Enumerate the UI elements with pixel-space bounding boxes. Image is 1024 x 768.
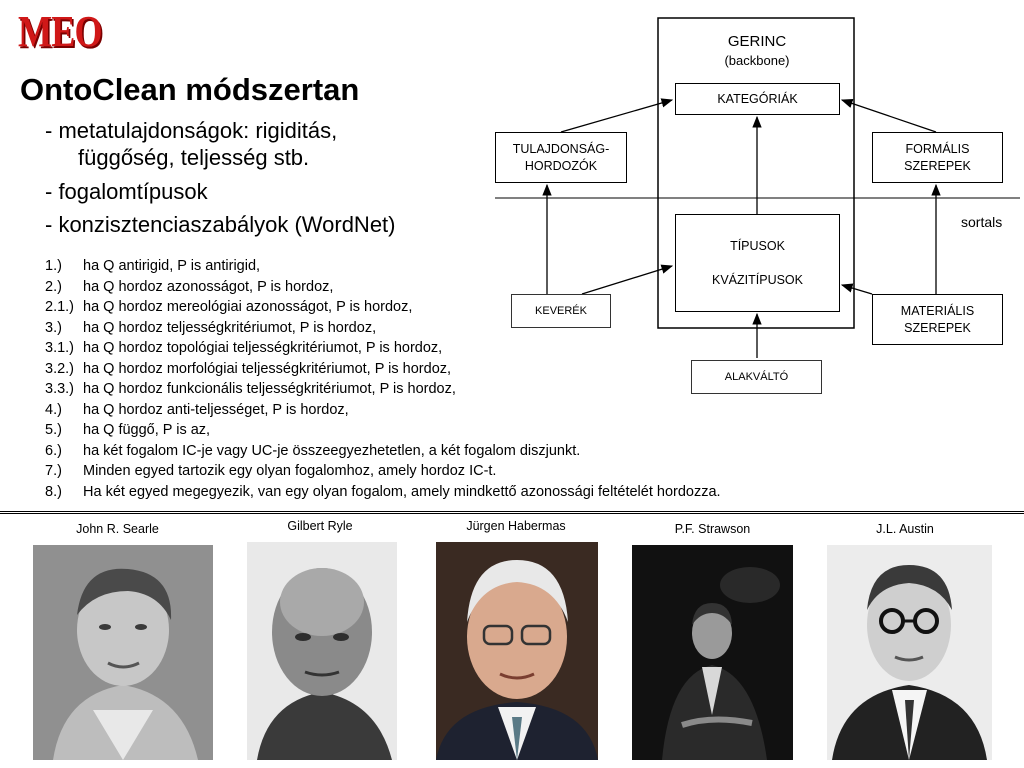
tipusok-box [675,214,840,312]
page-title: OntoClean módszertan [20,72,360,107]
materialis-szerepek-box [872,294,1003,345]
portrait-photo [247,542,397,760]
person-name: J.L. Austin [876,522,934,536]
alakvalto-label: ALAKVÁLTÓ [724,370,789,383]
person-name: P.F. Strawson [674,522,751,536]
rule-text: ha Q antirigid, P is antirigid, [83,258,261,274]
tulajdonsag-label-2: HORDOZÓK [524,158,598,173]
rule-number: 5.) [45,422,62,438]
bullet-concept-types: - fogalomtípusok [45,179,208,204]
rule-number: 2.1.) [45,299,75,315]
rule-text: ha Q hordoz topológiai teljességkritériumot, P is hordoz, [83,340,443,356]
kategoriak-box [675,83,840,115]
formalis-szerepek-box [872,132,1003,183]
gerinc-title: GERINC [727,33,787,50]
sortals-label: sortals [961,214,1003,230]
section-divider [0,511,1024,514]
rule-text: ha Q hordoz funkcionális teljességkritériumot, P is hordoz, [83,381,456,397]
portrait-photo [827,545,992,760]
keverek-box [511,294,611,328]
rule-number: 7.) [45,463,62,479]
portrait-photo [33,545,213,760]
tulajdonsag-label-1: TULAJDONSÁG- [512,141,610,156]
rule-text: ha Q hordoz mereológiai azonosságot, P is hordoz, [83,299,413,315]
rule-text: Ha két egyed megegyezik, van egy olyan fogalom, amely mindkettő azonossági feltételét hordozza. [83,483,721,500]
rule-number: 3.2.) [45,360,75,377]
alakvalto-box [691,360,822,394]
backbone-subtitle: (backbone) [724,53,790,68]
rule-number: 3.1.) [45,340,75,356]
rule-number: 8.) [45,483,62,500]
portrait-photo [632,545,793,760]
keverek-label: KEVERÉK [535,304,587,317]
kategoriak-label: KATEGÓRIÁK [717,91,798,106]
arrow-tulajdonsag-to-kategoriak [561,100,672,132]
bullet-consistency-rules: - konzisztenciaszabályok (WordNet) [45,212,396,237]
rule-number: 6.) [45,442,62,459]
bullet-metaproperties: - metatulajdonságok: rigiditás, [45,118,338,143]
backbone-label [660,32,854,70]
arrow-formalis-to-kategoriak [842,100,936,132]
rule-text: ha két fogalom IC-je vagy UC-je összeegyezhetetlen, a két fogalom diszjunkt. [83,442,581,459]
rule-number: 3.3.) [45,381,75,397]
rule-text: ha Q függő, P is az, [83,422,211,438]
person-name: Jürgen Habermas [466,519,566,533]
rule-number: 3.) [45,319,62,336]
rule-text: ha Q hordoz morfológiai teljességkritériumot, P is hordoz, [83,360,452,377]
tulajdonsag-hordozok-box [495,132,627,183]
tipusok-label: TÍPUSOK [730,239,785,253]
rule-number: 4.) [45,401,62,418]
rule-number: 2.) [45,278,62,295]
kvazitipusok-label: KVÁZITÍPUSOK [712,273,803,287]
portrait-photo [436,542,598,760]
rule-text: ha Q hordoz teljességkritériumot, P is hordoz, [83,319,377,336]
materialis-label-1: MATERIÁLIS [900,303,975,318]
formalis-label-1: FORMÁLIS [905,141,970,156]
arrow-materialis-to-tipusok [842,285,872,294]
bullet-metaproperties-cont: függőség, teljesség stb. [78,145,310,170]
rule-text: Minden egyed tartozik egy olyan fogalomhoz, amely hordoz IC-t. [83,463,497,479]
rule-number: 1.) [45,258,62,274]
rule-text: ha Q hordoz anti-teljességet, P is hordoz, [83,401,349,418]
person-name: Gilbert Ryle [287,519,353,533]
formalis-label-2: SZEREPEK [904,158,971,173]
materialis-label-2: SZEREPEK [904,320,971,335]
person-name: John R. Searle [76,522,159,536]
meo-logo: MEO [18,7,102,56]
rule-text: ha Q hordoz azonosságot, P is hordoz, [83,278,334,295]
